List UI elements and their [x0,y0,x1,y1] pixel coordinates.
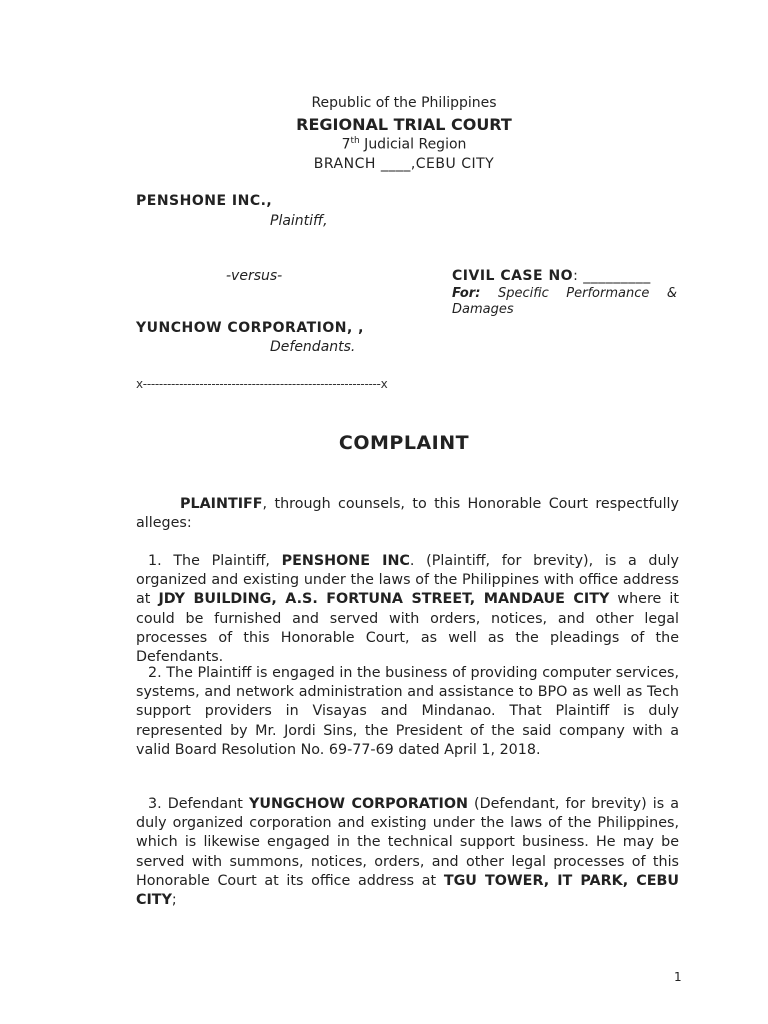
region-text: Judicial Region [359,136,467,153]
region-number: 7 [341,136,351,153]
versus-label: -versus- [226,268,283,284]
defendant-role: Defendants. [270,339,356,355]
para1-text-a: 1. The Plaintiff, [148,553,282,569]
case-for-label: For: [452,286,481,301]
defendant-name: YUNCHOW CORPORATION, , [136,320,364,336]
case-for-text: Specific Performance & [480,286,677,301]
para3-address: TGU TOWER, IT PARK, CEBU CITY [136,872,679,909]
case-for-line [452,286,677,301]
document-title: COMPLAINT [338,432,470,454]
plaintiff-name: PENSHONE INC., [136,193,273,209]
para1-plaintiff-name: PENSHONE INC [281,553,410,569]
civil-case-label: CIVIL CASE NO [452,268,574,284]
region-heading [0,136,768,153]
court-heading: REGIONAL TRIAL COURT [296,115,512,134]
intro-text: , through counsels, to this Honorable Court respectfully alleges: [136,496,679,532]
para3-text-e: ; [171,892,177,909]
para3-text-a: 3. Defendant [148,796,249,812]
plaintiff-role: Plaintiff, [270,213,328,229]
page-number: 1 [674,970,682,984]
para3-text-c: (Defendant, for brevity) is a duly organized corporation and existing under the laws of the Philippines, which is likewise engaged in the technical support business. He may be served with summons, notices, orders, and other legal processes of this Honorable Court at its office address at [136,796,679,889]
para1-address: JDY BUILDING, A.S. FORTUNA STREET, MANDAUE CITY [158,591,610,608]
paragraph-1 [136,552,679,667]
paragraph-3 [136,795,679,910]
branch-heading: BRANCH ____,CEBU CITY [313,156,495,172]
paragraph-2: 2. The Plaintiff is engaged in the business of providing computer services, systems, and network administration and assistance to BPO as well as Tech support providers in Visayas and Mindanao. That Plaintiff is duly represented by Mr. Jordi Sins, the President of the said company with a valid Board Resolution No. 69-77-69 dated April 1, 2018. [136,665,679,758]
civil-case-blank: : _________ [573,268,651,284]
case-for-text-2: Damages [452,302,514,317]
intro-plaintiff: PLAINTIFF [180,496,263,512]
para1-text-e: where it could be furnished and served with orders, notices, and other legal processes of this Honorable Court, as well as the pleadings of the Defendants. [136,591,680,666]
intro-paragraph [136,495,679,533]
para3-defendant-name: YUNGCHOW CORPORATION [248,796,468,812]
republic-heading: Republic of the Philippines [311,95,497,111]
para1-text-c: . (Plaintiff, for brevity), is a duly organized and existing under the laws of the Philippines with office address at [136,553,679,608]
caption-separator: x-----------------------------------------------------------x [136,377,388,391]
civil-case-number [452,268,651,284]
region-suffix: th [350,136,360,146]
